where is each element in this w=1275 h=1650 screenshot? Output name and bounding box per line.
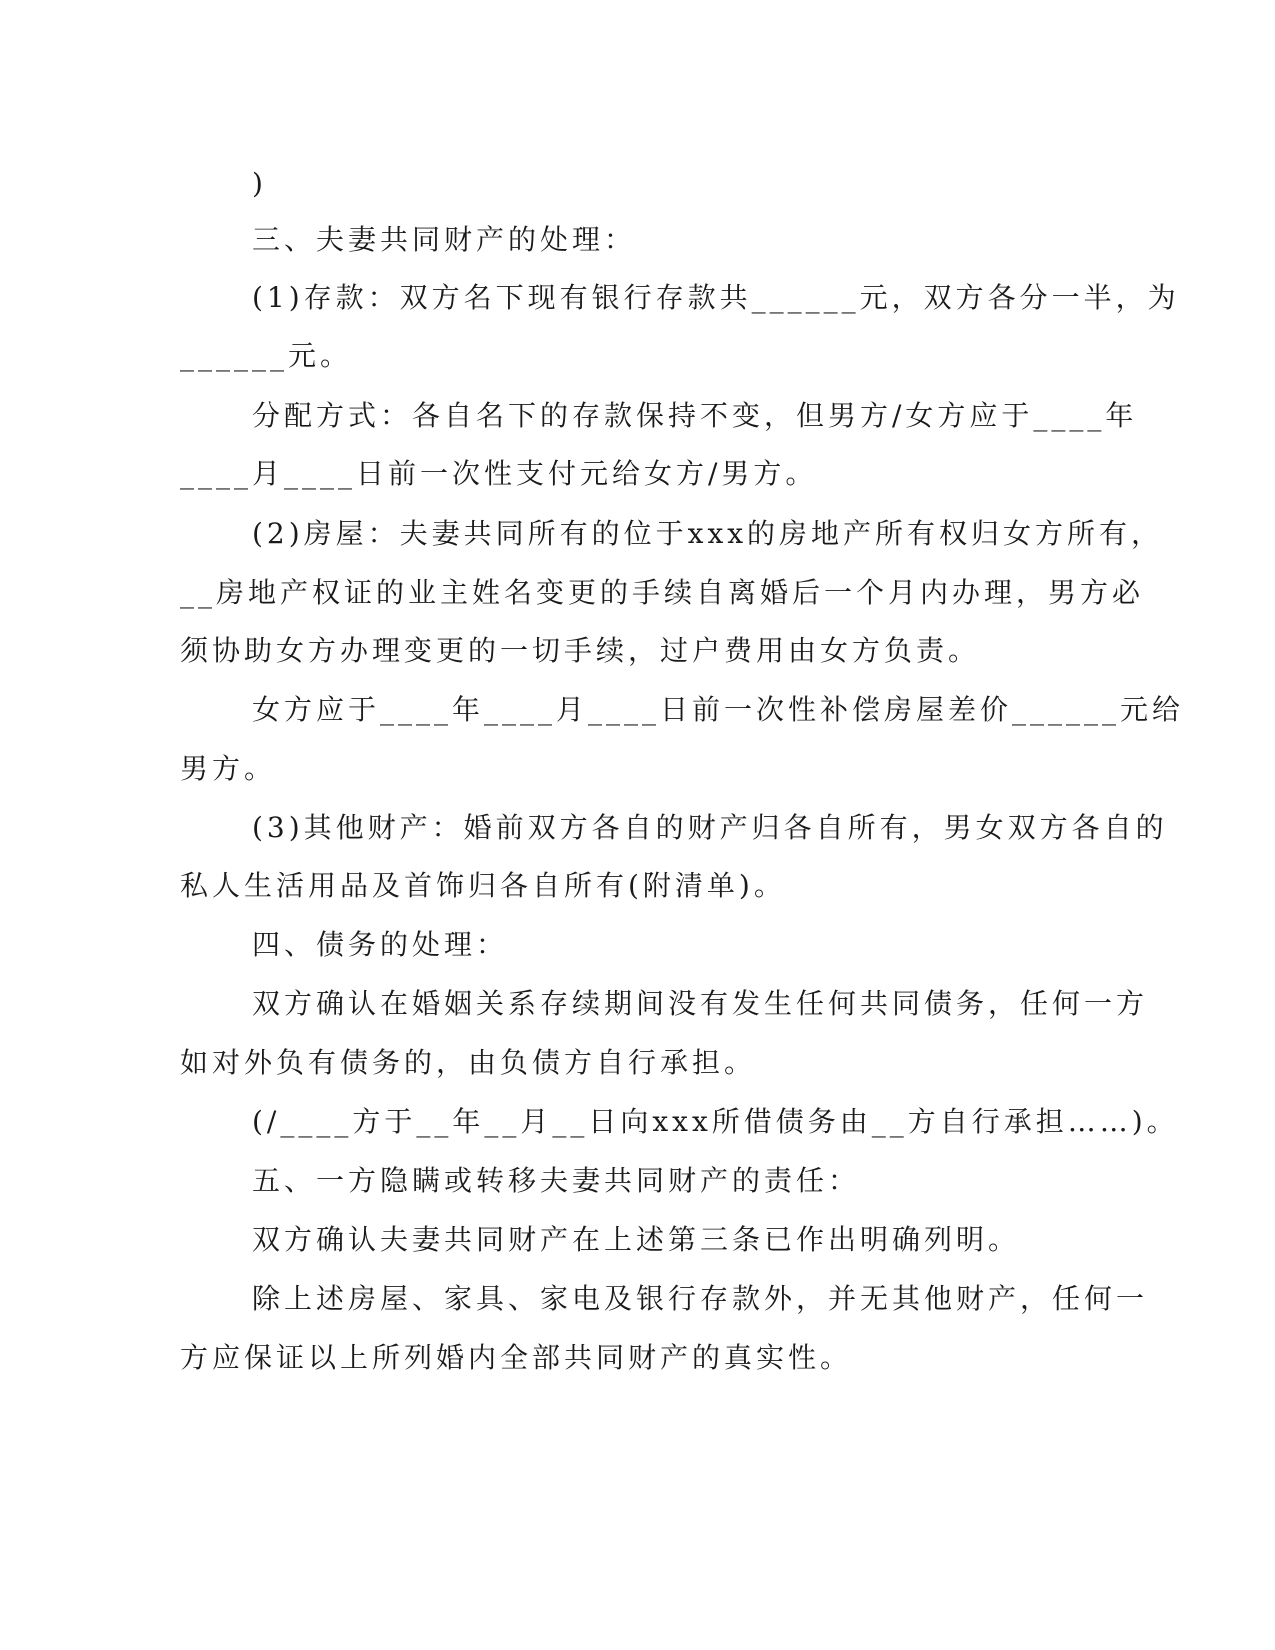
paragraph-line: (3)其他财产：婚前双方各自的财产归各自所有，男女双方各自的 — [252, 811, 1168, 844]
paragraph-line: (/____方于__年__月__日向xxx所借债务由__方自行承担……)。 — [252, 1105, 1179, 1138]
paragraph-line: ______元。 — [180, 339, 353, 372]
paragraph-line: 双方确认夫妻共同财产在上述第三条已作出明确列明。 — [252, 1223, 1021, 1256]
paragraph-line: 双方确认在婚姻关系存续期间没有发生任何共同债务，任何一方 — [252, 987, 1149, 1020]
paragraph-line: 男方。 — [180, 752, 277, 785]
paragraph-line: 女方应于____年____月____日前一次性补偿房屋差价______元给 — [252, 693, 1185, 726]
paragraph-line: 私人生活用品及首饰归各自所有(附清单)。 — [180, 869, 786, 902]
text-line: ) — [252, 167, 267, 200]
section-heading: 三、夫妻共同财产的处理： — [252, 223, 637, 256]
section-heading: 四、债务的处理： — [252, 928, 509, 961]
paragraph-line: 如对外负有债务的，由负债方自行承担。 — [180, 1046, 757, 1079]
section-heading: 五、一方隐瞒或转移夫妻共同财产的责任： — [252, 1164, 861, 1197]
paragraph-line: 分配方式：各自名下的存款保持不变，但男方/女方应于____年 — [252, 399, 1138, 432]
paragraph-line: __房地产权证的业主姓名变更的手续自离婚后一个月内办理，男方必 — [180, 576, 1145, 609]
paragraph-line: 除上述房屋、家具、家电及银行存款外，并无其他财产，任何一 — [252, 1282, 1149, 1315]
paragraph-line: (2)房屋：夫妻共同所有的位于xxx的房地产所有权归女方所有， — [252, 517, 1164, 550]
paragraph-line: ____月____日前一次性支付元给女方/男方。 — [180, 457, 818, 490]
paragraph-line: (1)存款：双方名下现有银行存款共______元，双方各分一半，为 — [252, 281, 1180, 314]
paragraph-line: 方应保证以上所列婚内全部共同财产的真实性。 — [180, 1341, 853, 1374]
paragraph-line: 须协助女方办理变更的一切手续，过户费用由女方负责。 — [180, 634, 981, 667]
